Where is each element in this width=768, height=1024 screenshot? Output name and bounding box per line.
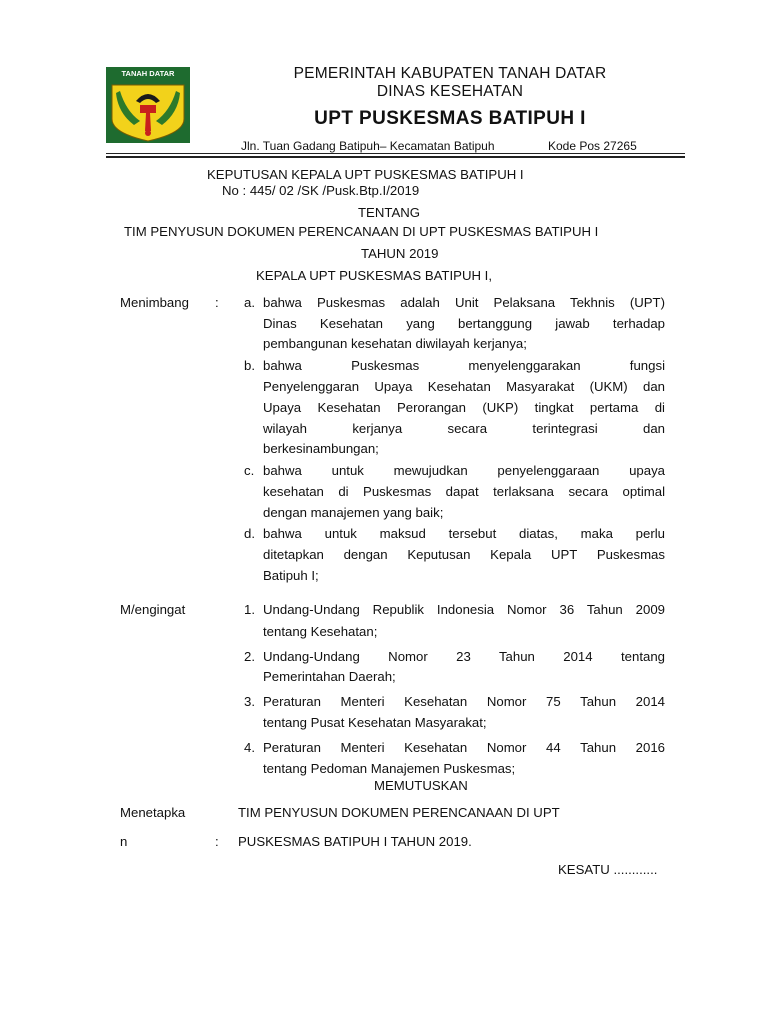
- menimbang-colon: :: [215, 295, 219, 310]
- consideration-b-line-5: berkesinambungan;: [263, 441, 379, 456]
- consideration-a-line-1: bahwa Puskesmas adalah Unit Pelaksana Tekhnis (UPT): [263, 295, 665, 310]
- postcode: Kode Pos 27265: [548, 139, 637, 153]
- consideration-b-line-3: Upaya Kesehatan Perorangan (UKP) tingkat pertama di: [263, 400, 665, 415]
- reference-3-line-2: tentang Pusat Kesehatan Masyarakat;: [263, 715, 487, 730]
- subject-line-2: TAHUN 2019: [361, 246, 439, 261]
- consideration-d-line-3: Batipuh I;: [263, 568, 319, 583]
- memutuskan-heading: MEMUTUSKAN: [374, 778, 468, 793]
- reference-marker-3: 3.: [244, 694, 255, 709]
- consideration-b-line-1: bahwa Puskesmas menyelenggarakan fungsi: [263, 358, 665, 373]
- consideration-marker-a: a.: [244, 295, 255, 310]
- reference-2-line-2: Pemerintahan Daerah;: [263, 669, 396, 684]
- tentang-heading: TENTANG: [358, 205, 421, 220]
- consideration-marker-d: d.: [244, 526, 255, 541]
- consideration-d-line-2: ditetapkan dengan Keputusan Kepala UPT Puskesmas: [263, 547, 665, 562]
- reference-1-line-1: Undang-Undang Republik Indonesia Nomor 36 Tahun 2009: [263, 602, 665, 617]
- reference-2-line-1: Undang-Undang Nomor 23 Tahun 2014 tentang: [263, 649, 665, 664]
- consideration-a-line-3: pembangunan kesehatan diwilayah kerjanya;: [263, 336, 527, 351]
- consideration-marker-b: b.: [244, 358, 255, 373]
- subject-line-1: TIM PENYUSUN DOKUMEN PERENCANAAN DI UPT PUSKESMAS BATIPUH I: [124, 224, 599, 239]
- head-title: KEPALA UPT PUSKESMAS BATIPUH I,: [256, 268, 492, 283]
- consideration-c-line-2: kesehatan di Puskesmas dapat terlaksana secara optimal: [263, 484, 665, 499]
- consideration-a-line-2: Dinas Kesehatan yang bertanggung jawab terhadap: [263, 316, 665, 331]
- consideration-c-line-1: bahwa untuk mewujudkan penyelenggaraan upaya: [263, 463, 665, 478]
- consideration-b-line-4: wilayah kerjanya secara terintegrasi dan: [263, 421, 665, 436]
- decree-title: KEPUTUSAN KEPALA UPT PUSKESMAS BATIPUH I: [207, 167, 524, 182]
- regency-logo: [106, 67, 190, 143]
- header-rule-thick: [106, 156, 685, 158]
- institution-name: UPT PUSKESMAS BATIPUH I: [314, 108, 586, 129]
- address: Jln. Tuan Gadang Batipuh– Kecamatan Batipuh: [241, 139, 495, 153]
- menetapkan-colon: :: [215, 834, 219, 849]
- mengingat-label: M/engingat: [120, 602, 186, 617]
- reference-1-line-2: tentang Kesehatan;: [263, 624, 378, 639]
- reference-3-line-1: Peraturan Menteri Kesehatan Nomor 75 Tahun 2014: [263, 694, 665, 709]
- menetapkan-label: Menetapka: [120, 805, 186, 820]
- reference-marker-1: 1.: [244, 602, 255, 617]
- menimbang-label: Menimbang: [120, 295, 189, 310]
- government-name: PEMERINTAH KABUPATEN TANAH DATAR: [293, 65, 607, 82]
- consideration-d-line-1: bahwa untuk maksud tersebut diatas, maka perlu: [263, 526, 665, 541]
- reference-4-line-1: Peraturan Menteri Kesehatan Nomor 44 Tahun 2016: [263, 740, 665, 755]
- department-name: DINAS KESEHATAN: [376, 83, 524, 100]
- reference-marker-2: 2.: [244, 649, 255, 664]
- consideration-b-line-2: Penyelenggaran Upaya Kesehatan Masyarakat (UKM) dan: [263, 379, 665, 394]
- reference-marker-4: 4.: [244, 740, 255, 755]
- decree-number: No : 445/ 02 /SK /Pusk.Btp.I/2019: [222, 183, 420, 198]
- menetapkan-decision-line-1: TIM PENYUSUN DOKUMEN PERENCANAAN DI UPT: [238, 805, 560, 820]
- consideration-marker-c: c.: [244, 463, 255, 478]
- continuation-marker: KESATU ............: [558, 862, 658, 877]
- consideration-c-line-3: dengan manajemen yang baik;: [263, 505, 444, 520]
- reference-4-line-2: tentang Pedoman Manajemen Puskesmas;: [263, 761, 516, 776]
- menetapkan-label-continuation: n: [120, 834, 128, 849]
- logo-text: TANAH DATAR: [121, 69, 175, 78]
- menetapkan-decision-line-2: PUSKESMAS BATIPUH I TAHUN 2019.: [238, 834, 472, 849]
- header-rule-thin: [106, 153, 685, 154]
